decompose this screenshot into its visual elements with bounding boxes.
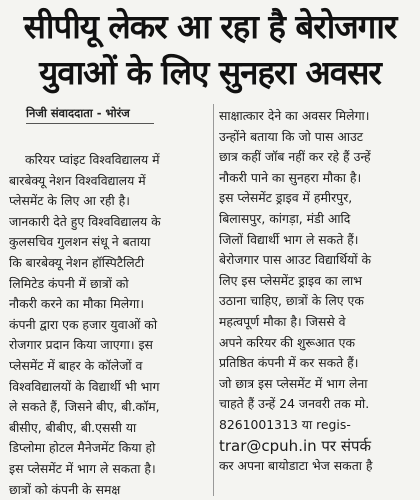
headline xyxy=(0,4,420,96)
text-line: महत्वपूर्ण मौका है। जिससे वे xyxy=(219,313,346,329)
headline-line-2: युवाओं के लिए सुनहरा अवसर xyxy=(39,53,381,92)
text-line: विश्वविद्यालयों के विद्यार्थी भी भाग xyxy=(9,378,160,394)
text-line: 8261001313 या regis- xyxy=(219,416,351,432)
text-line: जो छात्र इस प्लेसमेंट में भाग लेना xyxy=(219,375,368,391)
text-line: उन्होंने बताया कि जो पास आउट xyxy=(219,128,364,144)
article-column-left xyxy=(9,150,209,500)
headline-line-1: सीपीयू लेकर आ रहा है बेरोजगार xyxy=(23,7,397,46)
text-line: इस प्लेसमेंट ड्राइव में हमीरपुर, xyxy=(219,190,353,206)
text-line: बेरोजगार पास आउट विद्यार्थियों के xyxy=(219,252,372,268)
text-line: कंपनी द्वारा एक हजार युवाओं को xyxy=(9,316,158,332)
text-line: लिमिटेड कंपनी में छात्रों को xyxy=(9,275,129,291)
text-line: बिलासपुर, कांगड़ा, मंडी आदि xyxy=(219,210,351,226)
text-line: प्लेसमेंट में बाहर के कॉलेजों व xyxy=(9,357,143,373)
text-line: नौकरी करने का मौका मिलेगा। xyxy=(9,296,145,312)
text-line: प्लेसमेंट के लिए आ रही है। xyxy=(9,193,130,209)
text-line: छात्र कहीं जॉब नहीं कर रहे हैं उन्हें xyxy=(219,149,371,165)
text-line: छात्रों को कंपनी के समक्ष xyxy=(9,481,121,497)
text-line: उठाना चाहिए, छात्रों के लिए एक xyxy=(219,293,364,309)
text-line: करियर प्वांइट विश्वविद्यालय में xyxy=(25,152,160,167)
text-line: trar@cpuh.in पर संपर्क xyxy=(219,436,372,455)
text-line: साक्षात्कार देने का अवसर मिलेगा। xyxy=(219,108,370,123)
text-line: नौकरी पाने का सुनहरा मौका है। xyxy=(219,169,362,185)
article-column-right xyxy=(219,106,419,477)
text-line: अपने करियर की शुरूआत एक xyxy=(219,334,356,350)
text-line: बारबेक्यू नेशन विश्वविद्यालय में xyxy=(9,172,146,188)
text-line: ले सकते हैं, जिसने बीए, बी.कॉम, xyxy=(9,399,160,415)
byline-rule xyxy=(26,123,154,124)
text-line: चाहते हैं उन्हें 24 जनवरी तक मो. xyxy=(219,396,370,412)
text-line: लिए इस प्लेसमेंट ड्राइव का लाभ xyxy=(219,272,362,288)
column-divider xyxy=(213,104,214,496)
text-line: जिलों विद्यार्थी भाग ले सकते हैं। xyxy=(219,231,359,247)
text-line: बीसीए, बीबीए, बी.एससी या xyxy=(9,419,137,435)
text-line: कि बारबेक्यू नेशन हॉस्पिटैलिटी xyxy=(9,254,145,270)
text-line: इस प्लेसमेंट में भाग ले सकता है। xyxy=(9,460,156,476)
text-line: रोजगार प्रदान किया जाएगा। इस xyxy=(9,337,153,353)
text-line: प्रतिष्ठित कंपनी में कर सकते हैं। xyxy=(219,355,359,371)
text-line: कर अपना बायोडाटा भेज सकता है xyxy=(219,458,373,474)
text-line: जानकारी देते हुए विश्वविद्यालय के xyxy=(9,213,161,229)
text-line: डिप्लोमा होटल मैनेजमेंट किया हो xyxy=(9,440,156,456)
byline: निजी संवाददाता - भोरंज xyxy=(26,106,130,120)
text-line: कुलसचिव गुलशन संधू ने बताया xyxy=(9,234,151,250)
